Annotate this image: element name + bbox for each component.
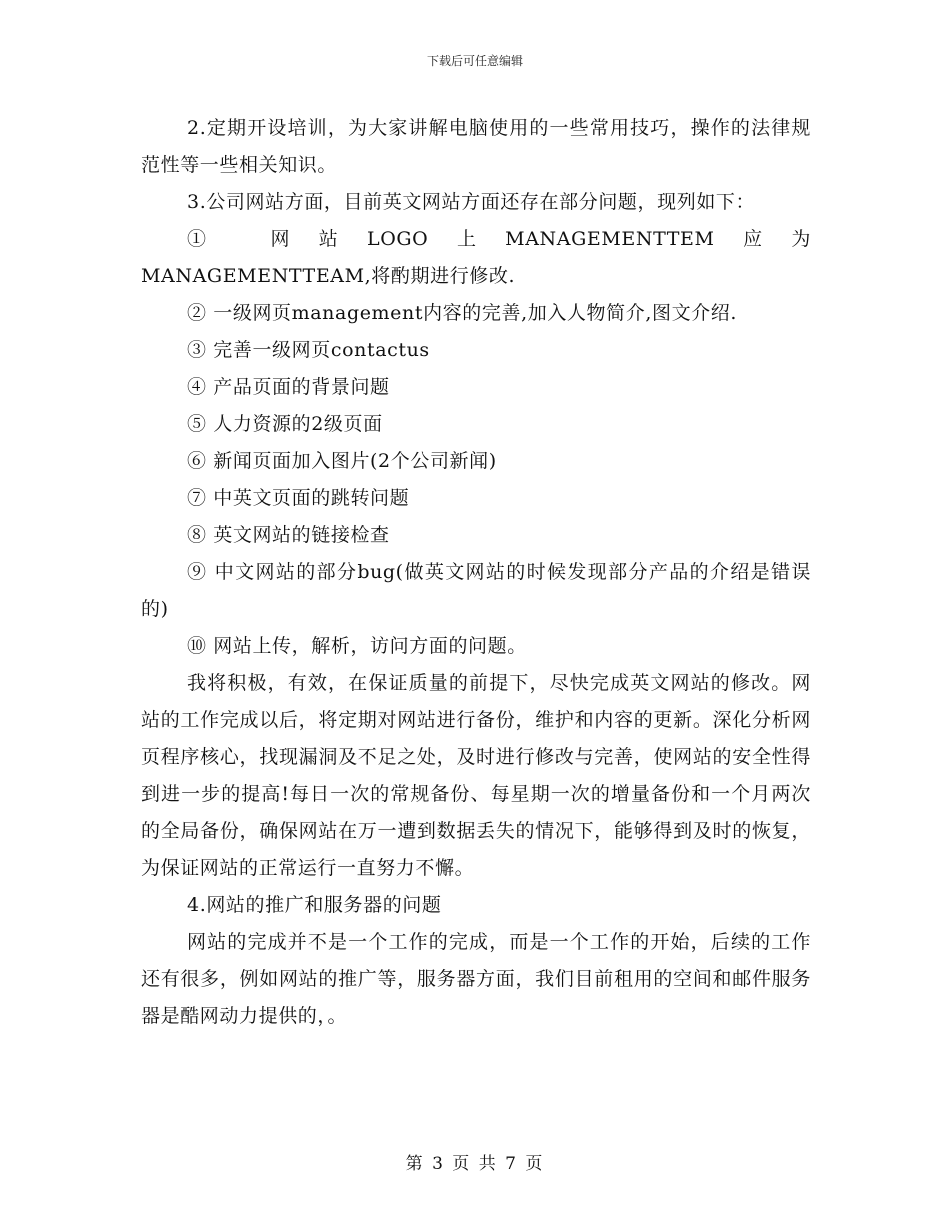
list-item-10: ⑩ 网站上传，解析，访问方面的问题。 xyxy=(187,635,527,657)
paragraph-website-issues-intro: 3.公司网站方面，目前英文网站方面还存在部分问题，现列如下： xyxy=(187,191,756,213)
list-item-2: ② 一级网页management内容的完善,加入人物简介,图文介绍. xyxy=(187,302,738,324)
list-item-6: ⑥ 新闻页面加入图片(2个公司新闻) xyxy=(187,450,497,472)
list-item-3: ③ 完善一级网页contactus xyxy=(187,339,430,361)
list-item-7: ⑦ 中英文页面的跳转问题 xyxy=(187,487,410,509)
document-body xyxy=(141,110,811,1035)
page-footer: 第 3 页 共 7 页 xyxy=(405,1154,545,1174)
section-heading-promotion-server: 4.网站的推广和服务器的问题 xyxy=(187,894,442,916)
paragraph-training: 2.定期开设培训，为大家讲解电脑使用的一些常用技巧，操作的法律规范性等一些相关知识。 xyxy=(141,117,811,176)
paragraph-commitment: 我将积极，有效，在保证质量的前提下，尽快完成英文网站的修改。网站的工作完成以后，将定期对网站进行备份，维护和内容的更新。深化分析网页程序核心，找现漏洞及不足之处，及时进行修改与完善，使网站的安全性得到进一步的提高!每日一次的常规备份、每星期一次的增量备份和一个月两次的全局备份，确保网站在万一遭到数据丢失的情况下，能够得到及时的恢复，为保证网站的正常运行一直努力不懈。 xyxy=(141,672,811,879)
list-item-5: ⑤ 人力资源的2级页面 xyxy=(187,413,383,435)
list-item-4: ④ 产品页面的背景问题 xyxy=(187,376,390,398)
list-item-8: ⑧ 英文网站的链接检查 xyxy=(187,524,390,546)
list-item-9: ⑨ 中文网站的部分bug(做英文网站的时候发现部分产品的介绍是错误的) xyxy=(141,561,811,620)
paragraph-promotion-server: 网站的完成并不是一个工作的完成，而是一个工作的开始，后续的工作还有很多，例如网站的推广等，服务器方面，我们目前租用的空间和邮件服务器是酷网动力提供的，。 xyxy=(141,931,811,1027)
list-item-1: ① 网站LOGO上MANAGEMENTTEM应为MANAGEMENTTEAM,将酌期进行修改. xyxy=(141,228,811,287)
page-header: 下载后可任意编辑 xyxy=(426,54,523,68)
